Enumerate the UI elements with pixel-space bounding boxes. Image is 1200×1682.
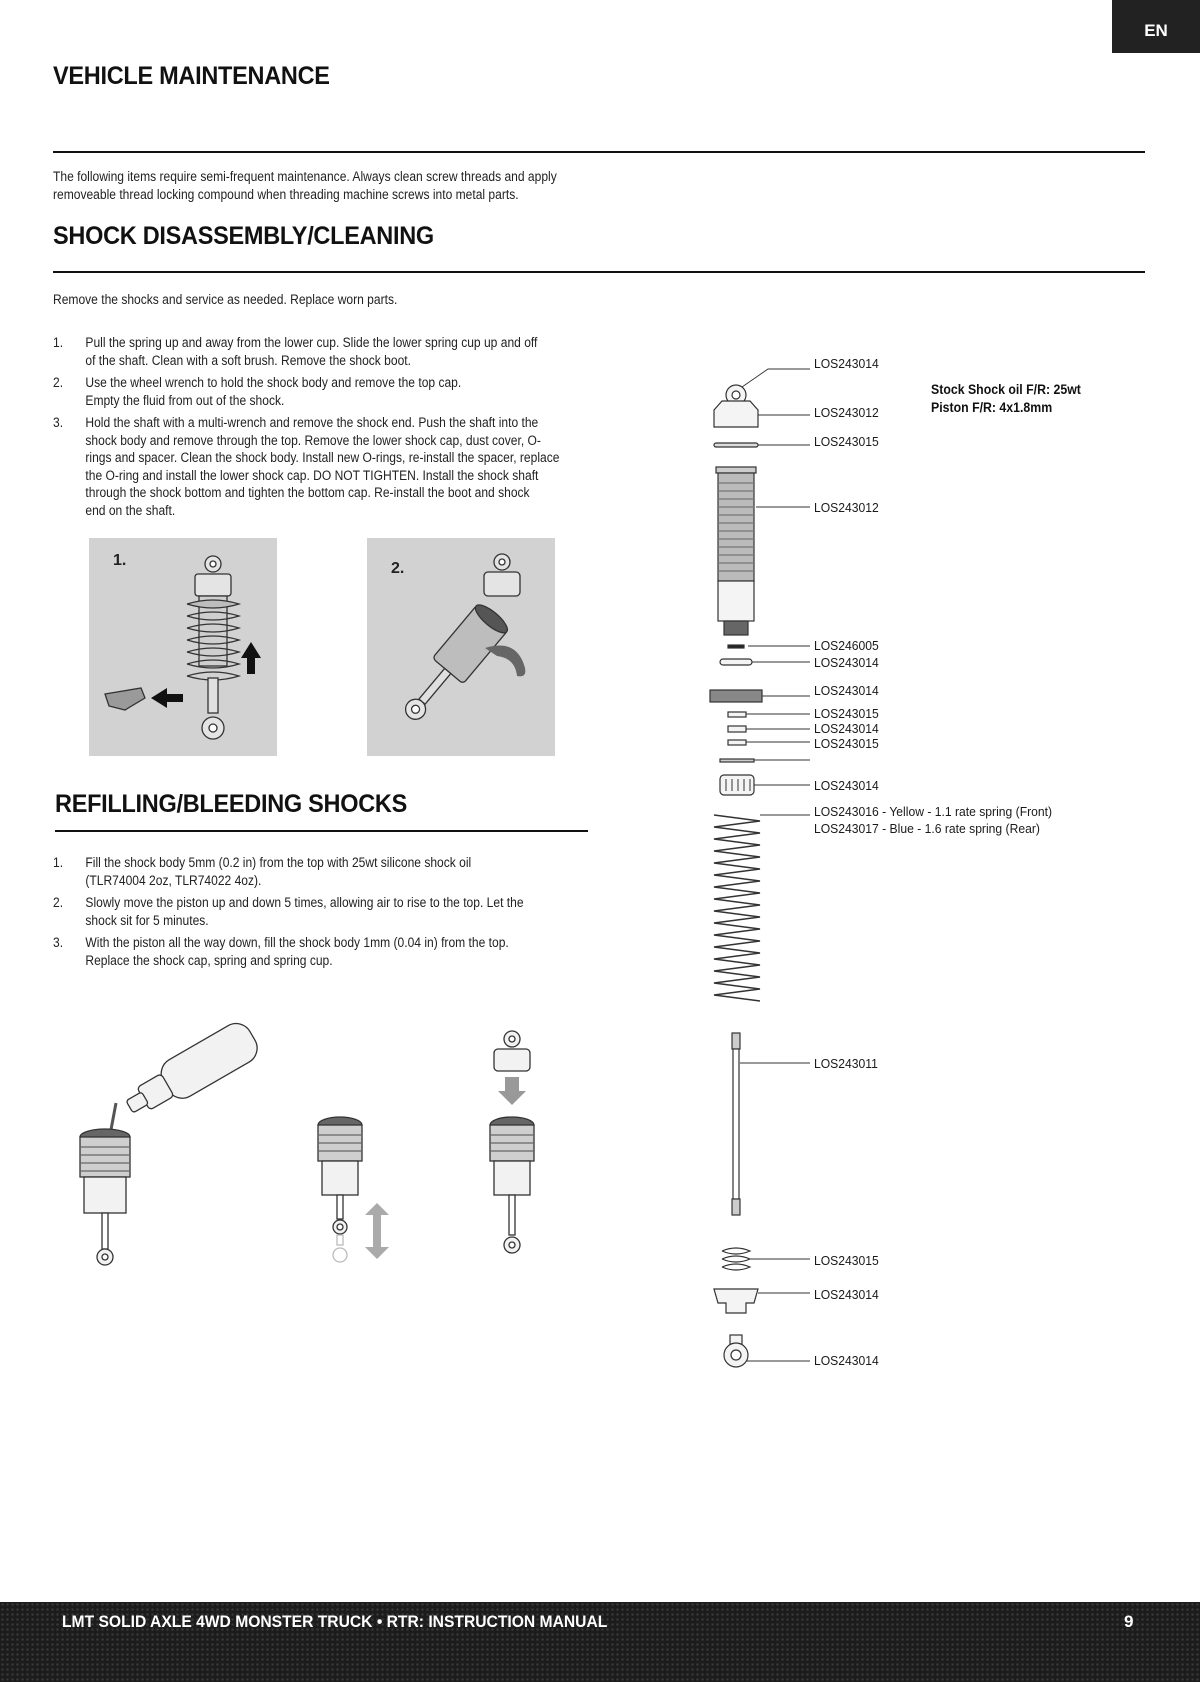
shock-exploded-diagram <box>700 355 810 1375</box>
step-item <box>53 334 589 369</box>
part-number-label: LOS243011 <box>814 1056 878 1071</box>
step-text: Fill the shock body 5mm (0.2 in) from the top with 25wt silicone shock oil <box>85 855 472 870</box>
step-item <box>53 894 589 929</box>
page-number: 9 <box>1124 1612 1134 1631</box>
part-number-label: LOS243014 <box>814 721 879 736</box>
section-title-vehicle-maintenance: VEHICLE MAINTENANCE <box>53 62 330 90</box>
step-number: 1. <box>53 855 64 870</box>
intro-line: removeable thread locking compound when threading machine screws into metal parts. <box>53 186 519 202</box>
part-number-label: LOS243017 - Blue - 1.6 rate spring (Rear) <box>814 821 1040 836</box>
section-divider <box>55 830 588 832</box>
language-tab <box>1112 0 1200 53</box>
step-number: 2. <box>53 895 64 910</box>
shock-oil-note <box>931 381 1081 416</box>
part-number-label: LOS243014 <box>814 1287 879 1302</box>
figure-label: 2. <box>391 560 405 577</box>
step-text: With the piston all the way down, fill the shock body 1mm (0.04 in) from the top. <box>85 935 509 950</box>
step-text: the O-ring and install the lower shock cap. DO NOT TIGHTEN. Install the shock shaft <box>85 467 539 483</box>
section-divider <box>53 151 1145 153</box>
intro-line: The following items require semi-frequent maintenance. Always clean screw threads and apply <box>53 169 557 184</box>
figure-remove-spring <box>89 538 277 756</box>
maintenance-intro <box>53 168 557 203</box>
section-divider <box>53 271 1145 273</box>
step-number: 3. <box>53 935 64 950</box>
section-title-shock-disassembly: SHOCK DISASSEMBLY/CLEANING <box>53 222 434 250</box>
figure-label: 1. <box>113 552 127 569</box>
part-number-label: LOS243014 <box>814 683 879 698</box>
part-number-label: LOS243014 <box>814 1353 879 1368</box>
step-number: 1. <box>53 335 64 350</box>
note-line: Piston F/R: 4x1.8mm <box>931 399 1053 415</box>
step-item <box>53 374 589 409</box>
step-text: Slowly move the piston up and down 5 times, allowing air to rise to the top. Let the <box>85 895 524 910</box>
step-text: Hold the shaft with a multi-wrench and remove the shock end. Push the shaft into the <box>85 415 539 430</box>
step-text: shock sit for 5 minutes. <box>85 912 209 928</box>
step-number: 2. <box>53 375 64 390</box>
step-number: 3. <box>53 415 64 430</box>
part-number-label: LOS243012 <box>814 500 879 515</box>
part-number-label: LOS243015 <box>814 434 879 449</box>
step-text: Replace the shock cap, spring and spring cup. <box>85 952 333 968</box>
step-text: Use the wheel wrench to hold the shock body and remove the top cap. <box>85 375 462 390</box>
step-text: shock body and remove through the top. Remove the lower shock cap, dust cover, O- <box>85 432 541 448</box>
shock-spring-illustration <box>89 538 277 756</box>
part-number-label: LOS243014 <box>814 356 879 371</box>
step-item <box>53 854 589 889</box>
shock-cap-removal-illustration <box>367 538 555 756</box>
step-text: rings and spacer. Clean the shock body. Install new O-rings, re-install the spacer, replace <box>85 450 560 465</box>
step-item <box>53 414 589 519</box>
part-number-label: LOS243016 - Yellow - 1.1 rate spring (Front) <box>814 804 1053 819</box>
step-text: through the shock bottom and tighten the bottom cap. Re-install the boot and shock <box>85 485 530 500</box>
refilling-illustrations <box>60 1025 540 1285</box>
step-item <box>53 934 589 969</box>
part-number-label: LOS243014 <box>814 778 879 793</box>
refilling-steps <box>53 854 589 974</box>
part-number-label: LOS243015 <box>814 736 879 751</box>
part-number-label: LOS246005 <box>814 638 879 653</box>
part-number-label: LOS243015 <box>814 706 879 721</box>
footer-title: LMT SOLID AXLE 4WD MONSTER TRUCK • RTR: INSTRUCTION MANUAL <box>62 1612 608 1631</box>
step-text: Pull the spring up and away from the lower cup. Slide the lower spring cup up and off <box>85 335 538 350</box>
step-text: of the shaft. Clean with a soft brush. Remove the shock boot. <box>85 352 411 368</box>
step-text: (TLR74004 2oz, TLR74022 4oz). <box>85 872 262 888</box>
part-number-label: LOS243012 <box>814 405 879 420</box>
step-text: Empty the fluid from out of the shock. <box>85 392 285 408</box>
note-line: Stock Shock oil F/R: 25wt <box>931 382 1081 397</box>
step-text: end on the shaft. <box>85 502 176 518</box>
disassembly-steps <box>53 334 589 524</box>
part-number-label: LOS243015 <box>814 1253 879 1268</box>
disassembly-intro: Remove the shocks and service as needed. Replace worn parts. <box>53 292 398 307</box>
language-label: EN <box>1144 20 1168 40</box>
section-title-refilling: REFILLING/BLEEDING SHOCKS <box>55 790 408 818</box>
part-number-label: LOS243014 <box>814 655 879 670</box>
figure-empty-fluid <box>367 538 555 756</box>
